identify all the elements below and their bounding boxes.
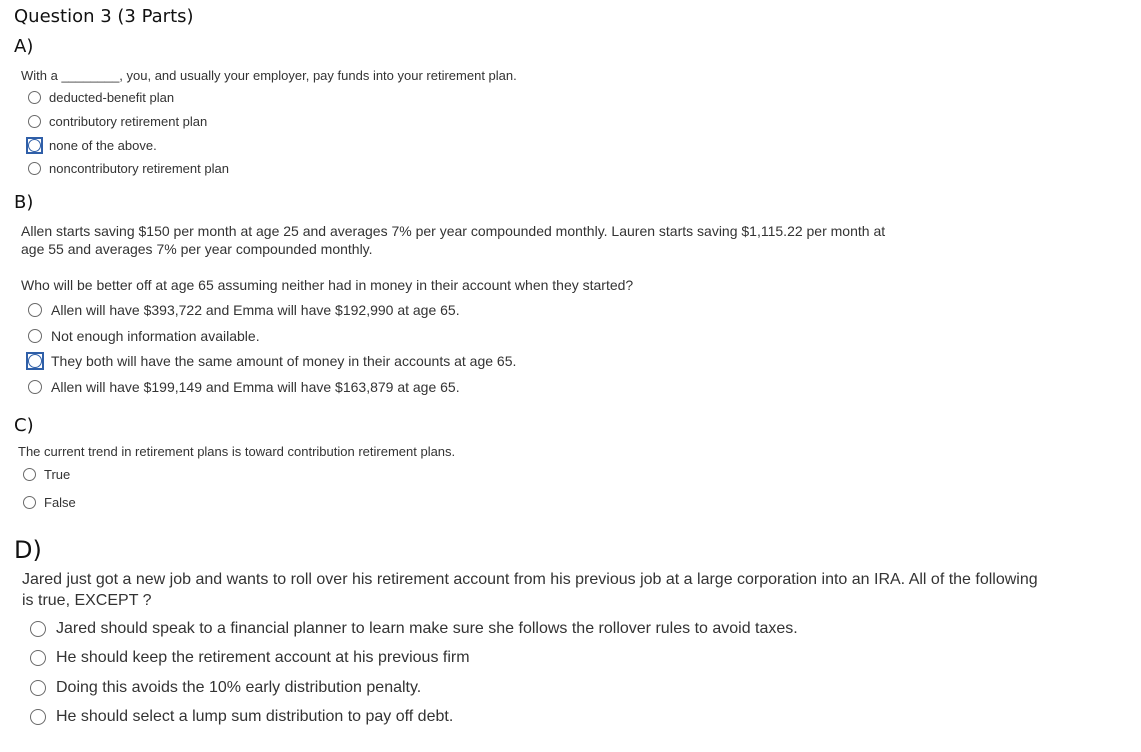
- option-label: Allen will have $199,149 and Emma will have $163,879 at age 65.: [51, 379, 460, 395]
- part-c-label: C): [14, 415, 34, 436]
- radio-button[interactable]: [28, 115, 41, 128]
- part-c-option-true[interactable]: [23, 467, 70, 482]
- option-label: deducted-benefit plan: [49, 90, 175, 105]
- option-label: Jared should speak to a financial planner to learn make sure she follows the rollover rules to avoid taxes.: [56, 620, 798, 637]
- focus-ring: [26, 352, 44, 370]
- radio-button[interactable]: [30, 621, 46, 637]
- option-label: He should keep the retirement account at his previous firm: [56, 649, 470, 666]
- part-d-option-2[interactable]: [30, 649, 470, 667]
- option-label: False: [44, 495, 76, 510]
- question-title: Question 3 (3 Parts): [14, 6, 194, 27]
- part-b-option-2[interactable]: [28, 328, 260, 344]
- radio-button[interactable]: [28, 139, 41, 152]
- radio-button[interactable]: [30, 650, 46, 666]
- part-c-question: The current trend in retirement plans is toward contribution retirement plans.: [18, 444, 456, 459]
- option-label: Not enough information available.: [51, 328, 260, 344]
- part-a-label: A): [14, 36, 34, 57]
- part-b-option-4[interactable]: [28, 379, 460, 395]
- part-b-option-3[interactable]: [28, 352, 516, 370]
- option-label: none of the above.: [49, 138, 157, 153]
- part-d-question-line-2: is true, EXCEPT ?: [22, 592, 152, 609]
- part-a-option-1[interactable]: [28, 90, 174, 105]
- radio-button[interactable]: [30, 709, 46, 725]
- option-label: Allen will have $393,722 and Emma will have $192,990 at age 65.: [51, 302, 460, 318]
- part-b-label: B): [14, 192, 34, 213]
- radio-button[interactable]: [28, 162, 41, 175]
- radio-button[interactable]: [28, 91, 41, 104]
- radio-button[interactable]: [23, 468, 36, 481]
- radio-button[interactable]: [28, 354, 42, 368]
- radio-button[interactable]: [30, 680, 46, 696]
- radio-button[interactable]: [28, 329, 42, 343]
- option-label: contributory retirement plan: [49, 114, 208, 129]
- part-a-option-2[interactable]: [28, 114, 207, 129]
- option-label: True: [44, 467, 71, 482]
- part-d-label: D): [14, 536, 42, 564]
- radio-button[interactable]: [28, 303, 42, 317]
- part-d-option-3[interactable]: [30, 679, 421, 697]
- option-label: They both will have the same amount of money in their accounts at age 65.: [51, 353, 517, 369]
- radio-button[interactable]: [28, 380, 42, 394]
- option-label: He should select a lump sum distribution to pay off debt.: [56, 708, 454, 725]
- part-b-question-line-2: age 55 and averages 7% per year compounded monthly.: [21, 241, 373, 257]
- part-b-question-line-1: Allen starts saving $150 per month at age 25 and averages 7% per year compounded monthly. Lauren starts saving $1,115.22 per month at: [21, 223, 886, 239]
- part-b-question-2: Who will be better off at age 65 assuming neither had in money in their account when they started?: [21, 277, 634, 293]
- focus-ring: [26, 137, 43, 154]
- part-d-question-line-1: Jared just got a new job and wants to roll over his retirement account from his previous job at a large corporation into an IRA. All of the following: [22, 571, 1038, 588]
- part-c-option-false[interactable]: [23, 495, 76, 510]
- part-b-option-1[interactable]: [28, 302, 460, 318]
- part-a-option-3[interactable]: [28, 137, 157, 154]
- part-a-option-4[interactable]: [28, 161, 229, 176]
- option-label: noncontributory retirement plan: [49, 161, 229, 176]
- part-d-option-4[interactable]: [30, 708, 453, 726]
- part-d-option-1[interactable]: [30, 620, 798, 638]
- part-a-question: With a ________, you, and usually your employer, pay funds into your retirement plan.: [21, 68, 517, 83]
- option-label: Doing this avoids the 10% early distribution penalty.: [56, 679, 422, 696]
- radio-button[interactable]: [23, 496, 36, 509]
